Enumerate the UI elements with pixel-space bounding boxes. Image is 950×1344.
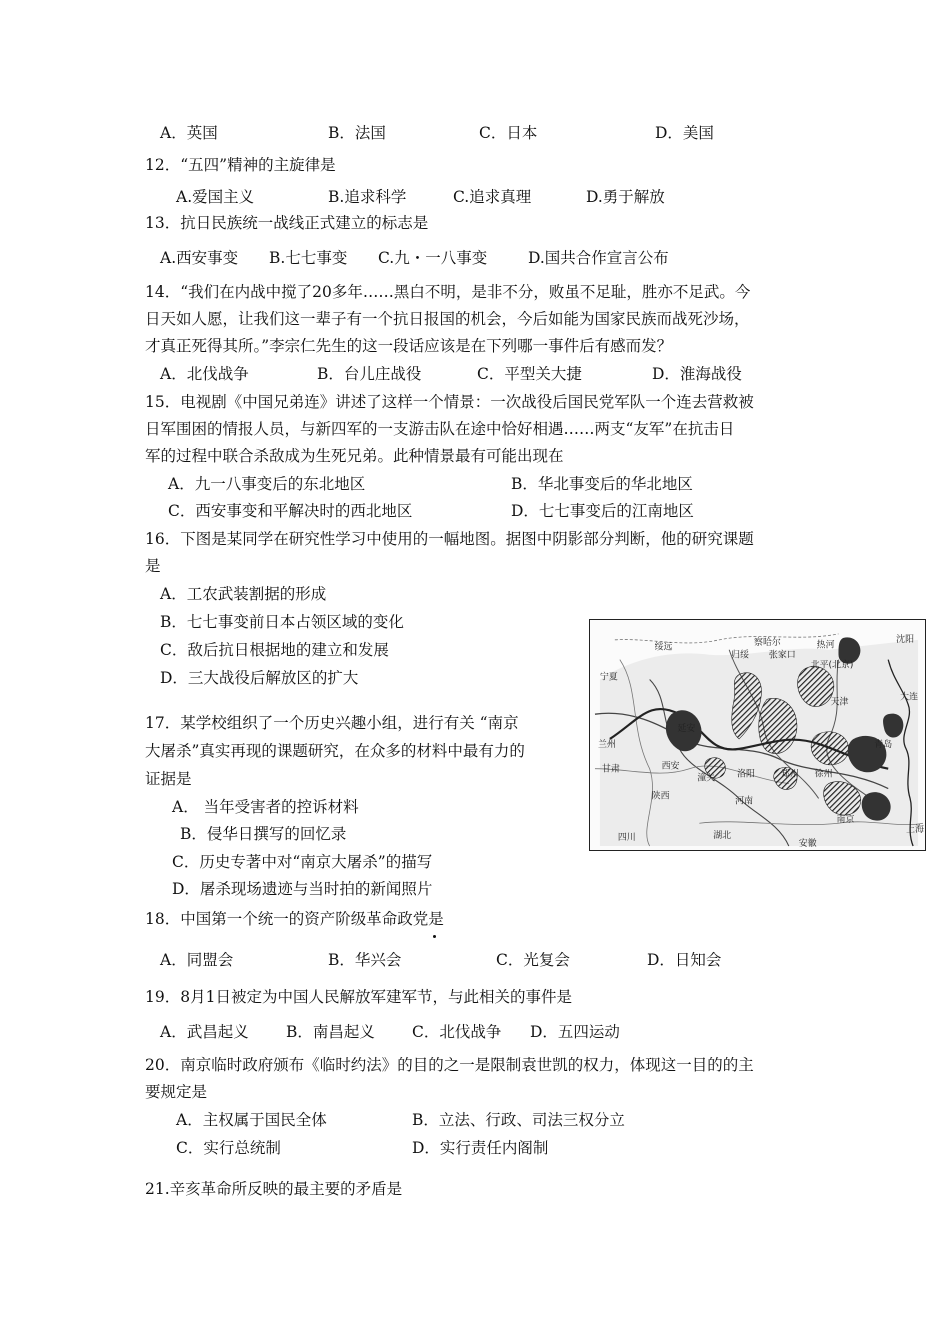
- emphasis-dot: [433, 935, 436, 938]
- map-label: 归绥: [731, 650, 750, 661]
- q20-option-c: C．实行总统制: [176, 1139, 281, 1157]
- map-label: 湖北: [713, 831, 732, 842]
- q21-stem: 21.辛亥革命所反映的最主要的矛盾是: [145, 1180, 403, 1198]
- map-label: 河南: [735, 796, 754, 807]
- q13-option-c: C.九・一八事变: [378, 249, 488, 267]
- q16-option-b: B．七七事变前日本占领区域的变化: [160, 613, 404, 631]
- q16-option-a: A．工农武装割据的形成: [160, 585, 327, 603]
- map-label: 绥远: [654, 642, 673, 653]
- q11-option-a: A．英国: [160, 124, 218, 142]
- q17-option-b: B．侵华日撰写的回忆录: [180, 825, 347, 843]
- map-label: 兰州: [597, 739, 616, 750]
- map-label: 北平(北京): [810, 660, 854, 671]
- map-label: 洛阳: [737, 769, 755, 780]
- q12-option-d: D.勇于解放: [586, 188, 665, 206]
- q17-option-a: A． 当年受害者的控诉材料: [172, 798, 359, 816]
- q20-line-1: 20．南京临时政府颁布《临时约法》的目的之一是限制袁世凯的权力，体现这一目的的主: [145, 1056, 754, 1074]
- q17-line-3: 证据是: [145, 770, 192, 788]
- q18-option-c: C．光复会: [496, 951, 570, 969]
- q18-option-b: B．华兴会: [328, 951, 402, 969]
- q18-option-a: A．同盟会: [160, 951, 234, 969]
- map-label: 宁夏: [599, 672, 618, 683]
- map-label: 安徽: [798, 839, 817, 850]
- map-label: 张家口: [768, 650, 796, 661]
- map-label: 徐州: [814, 769, 833, 780]
- q16-line-2: 是: [145, 557, 161, 575]
- q19-option-c: C．北伐战争: [412, 1023, 502, 1041]
- q17-option-d: D．屠杀现场遗迹与当时拍的新闻照片: [172, 880, 433, 898]
- q17-line-2: 大屠杀”真实再现的课题研究，在众多的材料中最有力的: [145, 742, 525, 760]
- q11-option-c: C．日本: [479, 124, 538, 142]
- historical-map: [589, 619, 926, 851]
- map-label: 大连: [900, 692, 919, 703]
- map-label: 察哈尔: [754, 637, 781, 648]
- map-label: 延安: [677, 724, 696, 735]
- map-label: 上海: [906, 825, 924, 836]
- q15-line-3: 军的过程中联合杀敌成为生死兄弟。此种情景最有可能出现在: [145, 447, 564, 465]
- q15-line-1: 15．电视剧《中国兄弟连》讲述了这样一个情景：一次战役后国民党军队一个连去营救被: [145, 393, 754, 411]
- q18-stem: 18．中国第一个统一的资产阶级革命政党是: [145, 910, 444, 928]
- map-label: 四川: [617, 833, 636, 844]
- q14-option-d: D．淮海战役: [652, 365, 742, 383]
- map-label: 南京: [836, 815, 855, 826]
- map-label: 甘肃: [601, 764, 620, 775]
- q14-line-3: 才真正死得其所。”李宗仁先生的这一段话应该是在下列哪一事件后有感而发？: [145, 337, 673, 355]
- q17-line-1: 17．某学校组织了一个历史兴趣小组，进行有关 “南京: [145, 714, 519, 732]
- map-label: 郑州: [780, 769, 799, 780]
- q13-stem: 13．抗日民族统一战线正式建立的标志是: [145, 214, 429, 232]
- q15-line-2: 日军围困的情报人员，与新四军的一支游击队在途中恰好相遇……两支“友军”在抗击日: [145, 420, 735, 438]
- q15-option-b: B．华北事变后的华北地区: [511, 475, 693, 493]
- q14-line-1: 14．“我们在内战中搅了20多年……黑白不明，是非不分，败虽不足耻，胜亦不足武。今: [145, 283, 751, 301]
- q11-option-b: B．法国: [328, 124, 386, 142]
- map-label: 天津: [830, 697, 849, 708]
- q11-option-d: D．美国: [655, 124, 714, 142]
- q13-option-b: B.七七事变: [269, 249, 348, 267]
- q14-line-2: 日天如人愿，让我们这一辈子有一个抗日报国的机会，今后如能为国家民族而战死沙场，: [145, 310, 750, 328]
- q16-option-d: D．三大战役后解放区的扩大: [160, 669, 359, 687]
- map-label: 热河: [816, 640, 835, 651]
- q20-line-2: 要规定是: [145, 1083, 208, 1101]
- map-label: 陕西: [651, 791, 670, 802]
- q17-option-c: C．历史专著中对“南京大屠杀”的描写: [172, 853, 433, 871]
- q16-option-c: C．敌后抗日根据地的建立和发展: [160, 641, 389, 659]
- q15-option-c: C．西安事变和平解决时的西北地区: [168, 502, 413, 520]
- map-label: 潼关: [697, 773, 716, 784]
- q14-option-a: A．北伐战争: [160, 365, 249, 383]
- q20-option-d: D．实行责任内阁制: [412, 1139, 549, 1157]
- q18-option-d: D．日知会: [647, 951, 722, 969]
- q12-option-a: A.爱国主义: [176, 188, 255, 206]
- q12-stem: 12．“五四”精神的主旋律是: [145, 156, 336, 174]
- q20-option-b: B．立法、行政、司法三权分立: [412, 1111, 625, 1129]
- q14-option-b: B．台儿庄战役: [317, 365, 422, 383]
- q12-option-c: C.追求真理: [453, 188, 532, 206]
- map-label: 沈阳: [896, 634, 915, 645]
- map-drawing: [590, 620, 925, 850]
- q19-option-b: B．南昌起义: [286, 1023, 375, 1041]
- q15-option-a: A．九一八事变后的东北地区: [168, 475, 366, 493]
- q14-option-c: C．平型关大捷: [477, 365, 582, 383]
- q19-option-d: D．五四运动: [530, 1023, 620, 1041]
- q12-option-b: B.追求科学: [328, 188, 407, 206]
- q19-option-a: A．武昌起义: [160, 1023, 249, 1041]
- q16-line-1: 16．下图是某同学在研究性学习中使用的一幅地图。据图中阴影部分判断，他的研究课题: [145, 530, 754, 548]
- q20-option-a: A．主权属于国民全体: [176, 1111, 327, 1129]
- q13-option-a: A.西安事变: [160, 249, 239, 267]
- map-label: 青岛: [874, 739, 893, 750]
- q15-option-d: D．七七事变后的江南地区: [511, 502, 694, 520]
- q19-stem: 19．8月1日被定为中国人民解放军建军节，与此相关的事件是: [145, 988, 572, 1006]
- q13-option-d: D.国共合作宣言公布: [528, 249, 669, 267]
- map-label: 西安: [661, 761, 680, 772]
